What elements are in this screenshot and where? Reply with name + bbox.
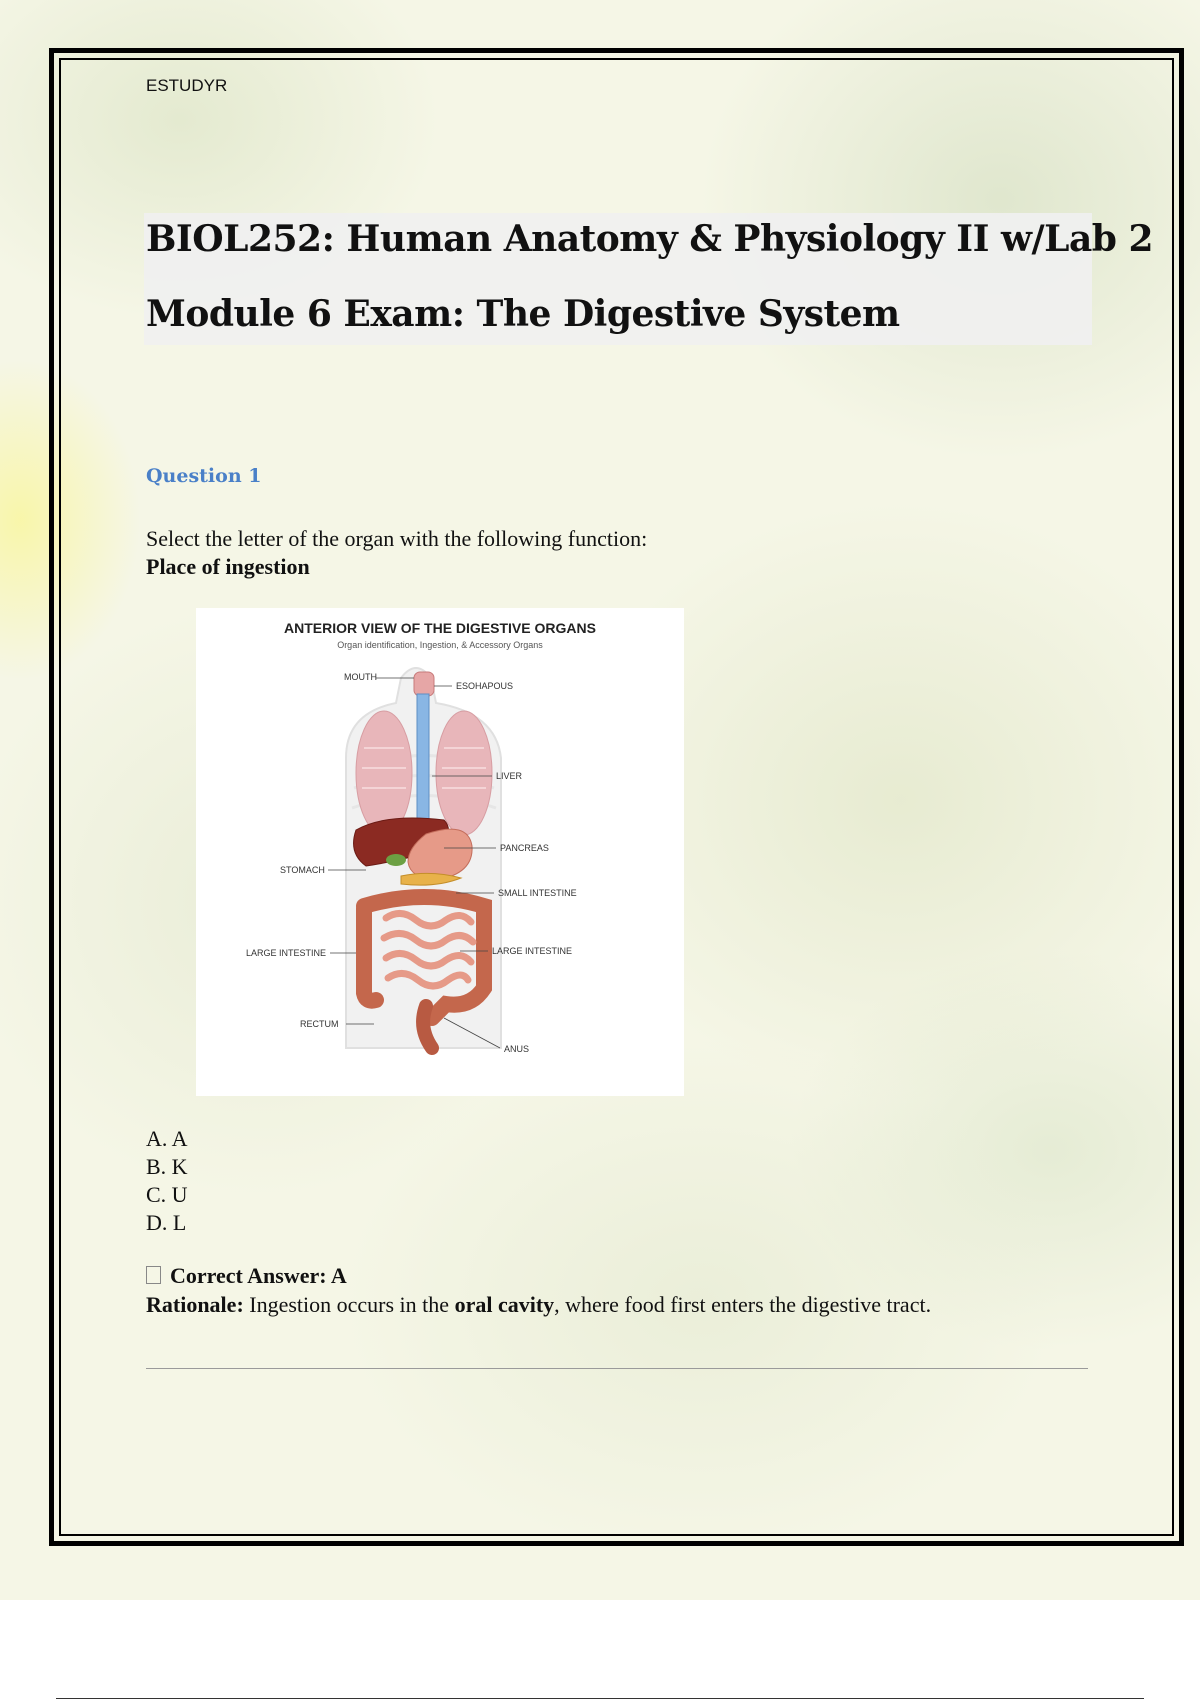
label-pancreas: PANCREAS xyxy=(500,843,549,853)
question-prompt: Select the letter of the organ with the following function: xyxy=(146,526,648,551)
course-title: BIOL252: Human Anatomy & Physiology II w/Lab 2 xyxy=(146,218,1154,260)
question-function: Place of ingestion xyxy=(146,554,310,579)
section-divider xyxy=(146,1368,1088,1369)
label-large-intestine-left: LARGE INTESTINE xyxy=(246,948,327,958)
exam-title: Module 6 Exam: The Digestive System xyxy=(146,293,900,335)
label-small-intestine: SMALL INTESTINE xyxy=(498,888,577,898)
rationale xyxy=(146,1292,931,1318)
label-esophagus: ESOHAPOUS xyxy=(456,681,514,691)
label-rectum: RECTUM xyxy=(300,1019,339,1029)
rationale-bold-term: oral cavity xyxy=(454,1292,555,1317)
figure-subtitle: Organ identification, Ingestion, & Accessory Organs xyxy=(337,640,543,650)
label-mouth: MOUTH xyxy=(344,672,377,682)
option-b[interactable]: B. K xyxy=(146,1154,188,1179)
label-liver: LIVER xyxy=(496,771,523,781)
rationale-text-before: Ingestion occurs in the xyxy=(243,1292,455,1317)
correct-answer xyxy=(146,1263,347,1289)
label-anus: ANUS xyxy=(504,1044,530,1054)
question-heading: Question 1 xyxy=(146,465,262,487)
checkbox-icon xyxy=(146,1266,161,1284)
rationale-text-after: , where food first enters the digestive tract. xyxy=(554,1292,932,1317)
page-footer-rule xyxy=(56,1698,1144,1699)
digestive-organs-figure xyxy=(196,608,684,1096)
digestive-organs-illustration xyxy=(196,608,684,1096)
option-d[interactable]: D. L xyxy=(146,1210,187,1235)
answer-options xyxy=(146,1125,188,1237)
figure-title: ANTERIOR VIEW OF THE DIGESTIVE ORGANS xyxy=(284,620,596,636)
option-a[interactable]: A. A xyxy=(146,1126,188,1151)
rationale-label: Rationale: xyxy=(146,1292,244,1317)
label-stomach: STOMACH xyxy=(280,865,325,875)
label-large-intestine-right: LARGE INTESTINE xyxy=(492,946,573,956)
brand-label: ESTUDYR xyxy=(146,76,228,95)
correct-answer-label: Correct Answer: A xyxy=(170,1263,347,1288)
option-c[interactable]: C. U xyxy=(146,1182,188,1207)
